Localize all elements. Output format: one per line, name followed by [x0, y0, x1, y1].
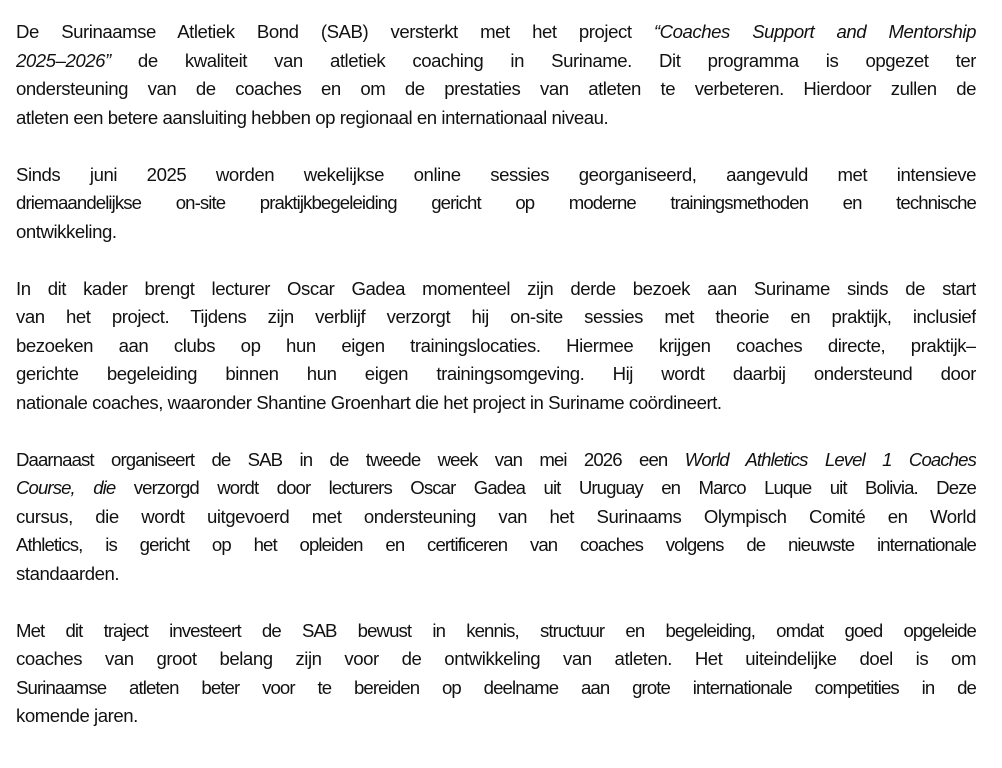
- text-line: [16, 275, 976, 304]
- text-line: [16, 474, 976, 503]
- text-line: [16, 303, 976, 332]
- text-run: driemaandelijkse on-site praktijkbegeleiding gericht op moderne trainingsmethoden en technische: [16, 192, 976, 213]
- text-line: [16, 332, 976, 361]
- text-line: [16, 503, 976, 532]
- text-run: coaches van groot belang zijn voor de ontwikkeling van atleten. Het uiteindelijke doel is om: [16, 648, 976, 669]
- text-run: van het project. Tijdens zijn verblijf verzorgt hij on-site sessies met theorie en praktijk, inclusief: [16, 306, 976, 327]
- text-run: De Surinaamse Atletiek Bond (SAB) versterkt met het project: [16, 21, 654, 42]
- text-line: [16, 531, 976, 560]
- italic-title: 2025–2026”: [16, 49, 111, 71]
- text-run: Daarnaast organiseert de SAB in de tweede week van mei 2026 een: [16, 448, 685, 470]
- text-run: bezoeken aan clubs op hun eigen trainingslocaties. Hiermee krijgen coaches directe, praktijk–: [16, 334, 976, 356]
- text-line: [16, 702, 976, 731]
- text-line: [16, 617, 976, 646]
- text-line: [16, 560, 976, 589]
- text-line: [16, 446, 976, 475]
- paragraph: [16, 275, 976, 418]
- text-run: standaarden.: [16, 562, 120, 584]
- text-line: [16, 161, 976, 190]
- text-run: ondersteuning van de coaches en om de prestaties van atleten te verbeteren. Hierdoor zullen de: [16, 78, 976, 99]
- text-run: Surinaamse atleten beter voor te bereiden op deelname aan grote internationale competities in de: [16, 676, 976, 698]
- paragraph: [16, 18, 976, 132]
- text-line: [16, 189, 976, 218]
- text-run: In dit kader brengt lecturer Oscar Gadea momenteel zijn derde bezoek aan Suriname sinds de start: [16, 277, 976, 299]
- italic-title: Course, die: [16, 477, 116, 498]
- paragraph: [16, 446, 976, 589]
- text-run: gerichte begeleiding binnen hun eigen trainingsomgeving. Hij wordt daarbij ondersteund door: [16, 363, 976, 384]
- text-run: ontwikkeling.: [16, 220, 117, 242]
- text-run: nationale coaches, waaronder Shantine Groenhart die het project in Suriname coördineert.: [16, 391, 722, 413]
- text-run: verzorgd wordt door lecturers Oscar Gadea uit Uruguay en Marco Luque uit Bolivia. Deze: [115, 477, 976, 498]
- text-line: [16, 218, 976, 247]
- italic-title: World Athletics Level 1 Coaches: [684, 448, 976, 470]
- text-run: komende jaren.: [16, 705, 138, 726]
- text-run: atleten een betere aansluiting hebben op regionaal en internationaal niveau.: [16, 106, 609, 128]
- text-line: [16, 674, 976, 703]
- text-line: [16, 47, 976, 76]
- paragraph: [16, 617, 976, 731]
- paragraph: [16, 161, 976, 247]
- text-line: [16, 104, 976, 133]
- text-line: [16, 18, 976, 47]
- text-run: cursus, die wordt uitgevoerd met ondersteuning van het Surinaams Olympisch Comité en World: [16, 505, 976, 527]
- text-run: Met dit traject investeert de SAB bewust in kennis, structuur en begeleiding, omdat goed opgeleide: [16, 619, 976, 641]
- text-line: [16, 360, 976, 389]
- document-body: [16, 18, 976, 759]
- text-run: Athletics, is gericht op het opleiden en certificeren van coaches volgens de nieuwste internationale: [16, 534, 976, 555]
- italic-title: “Coaches Support and Mentorship: [653, 21, 976, 42]
- text-line: [16, 645, 976, 674]
- text-line: [16, 75, 976, 104]
- text-run: de kwaliteit van atletiek coaching in Suriname. Dit programma is opgezet ter: [110, 49, 976, 71]
- text-run: Sinds juni 2025 worden wekelijkse online sessies georganiseerd, aangevuld met intensieve: [16, 163, 976, 185]
- text-line: [16, 389, 976, 418]
